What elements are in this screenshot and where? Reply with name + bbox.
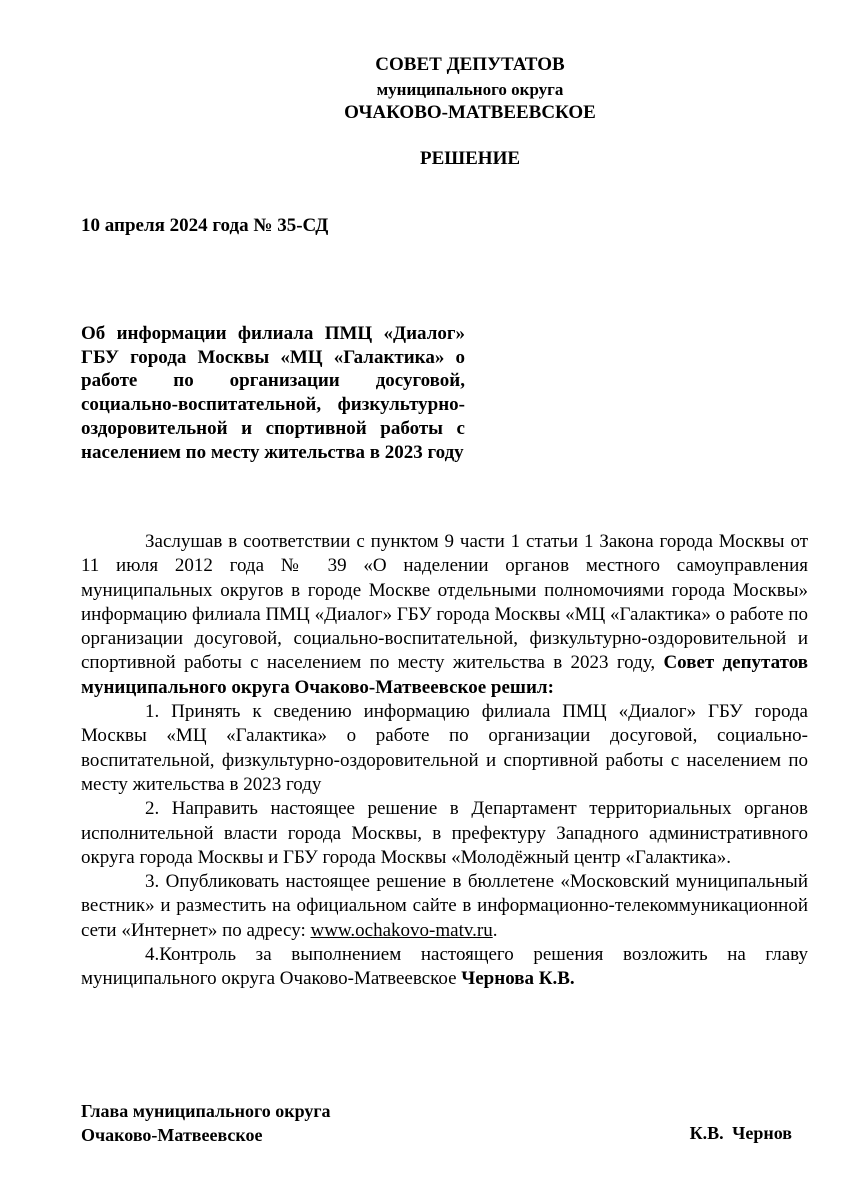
signatory-name: К.В. Чернов bbox=[689, 1123, 792, 1143]
responsible-person: Чернова К.В. bbox=[461, 968, 575, 990]
item-4-text: 4.Контроль за выполнением настоящего решения возложить на главу муниципального округа Очаково-Матвеевское bbox=[81, 944, 808, 990]
item-1: 1. Принять к сведению информацию филиала ПМЦ «Диалог» ГБУ города Москвы «МЦ «Галактика» о работе по организации досуговой, социально-воспитательной, физкультурно-оздоровительной и спортивной работы с населением по месту жительства в 2023 году bbox=[81, 701, 808, 795]
document-type: РЕШЕНИЕ bbox=[419, 148, 521, 169]
item-2: 2. Направить настоящее решение в Департамент территориальных органов исполнительной власти города Москвы, в префектуру Западного административного округа города Москвы и ГБУ города Москвы «Молодёжный центр «Галактика». bbox=[81, 798, 808, 868]
website-link[interactable]: www.ochakovo-matv.ru bbox=[310, 919, 493, 941]
item-3-end: . bbox=[492, 919, 498, 941]
item-4 bbox=[81, 943, 808, 992]
preamble-paragraph bbox=[81, 530, 808, 700]
district-name: ОЧАКОВО-МАТВЕЕВСКОЕ bbox=[344, 102, 596, 123]
district-type: муниципального округа bbox=[376, 80, 564, 99]
decision-subject: Об информации филиала ПМЦ «Диалог» ГБУ города Москвы «МЦ «Галактика» о работе по организации досуговой, социально-воспитательной, физкультурно-оздоровительной и спортивной работы с населением по месту жительства в 2023 году bbox=[81, 323, 465, 463]
item-3 bbox=[81, 870, 808, 943]
decision-phrase: Совет депутатов муниципального округа Очаково-Матвеевское решил: bbox=[81, 652, 808, 698]
signatory-title-line2: Очаково-Матвеевское bbox=[81, 1125, 263, 1145]
signatory-title-line1: Глава муниципального округа bbox=[81, 1101, 331, 1121]
council-title: СОВЕТ ДЕПУТАТОВ bbox=[375, 54, 565, 75]
preamble-text: Заслушав в соответствии с пунктом 9 части 1 статьи 1 Закона города Москвы от 11 июля 2012 года № 39 «О наделении органов местного самоуправления муниципальных округов в городе Москве отдельными полномочиями города Москвы» информацию филиала ПМЦ «Диалог» ГБУ города Москвы «МЦ «Галактика» о работе по организации досуговой, социально-воспитательной, физкультурно-оздоровительной и спортивной работы с населением по месту жительства в 2023 году, bbox=[81, 531, 808, 674]
date-number-line: 10 апреля 2024 года № 35-СД bbox=[81, 215, 329, 236]
signature-block bbox=[81, 1099, 331, 1147]
document-body bbox=[81, 530, 808, 992]
item-3-text: 3. Опубликовать настоящее решение в бюллетене «Московский муниципальный вестник» и разместить на официальном сайте в информационно-телекоммуникационной сети «Интернет» по адресу: bbox=[81, 871, 808, 941]
